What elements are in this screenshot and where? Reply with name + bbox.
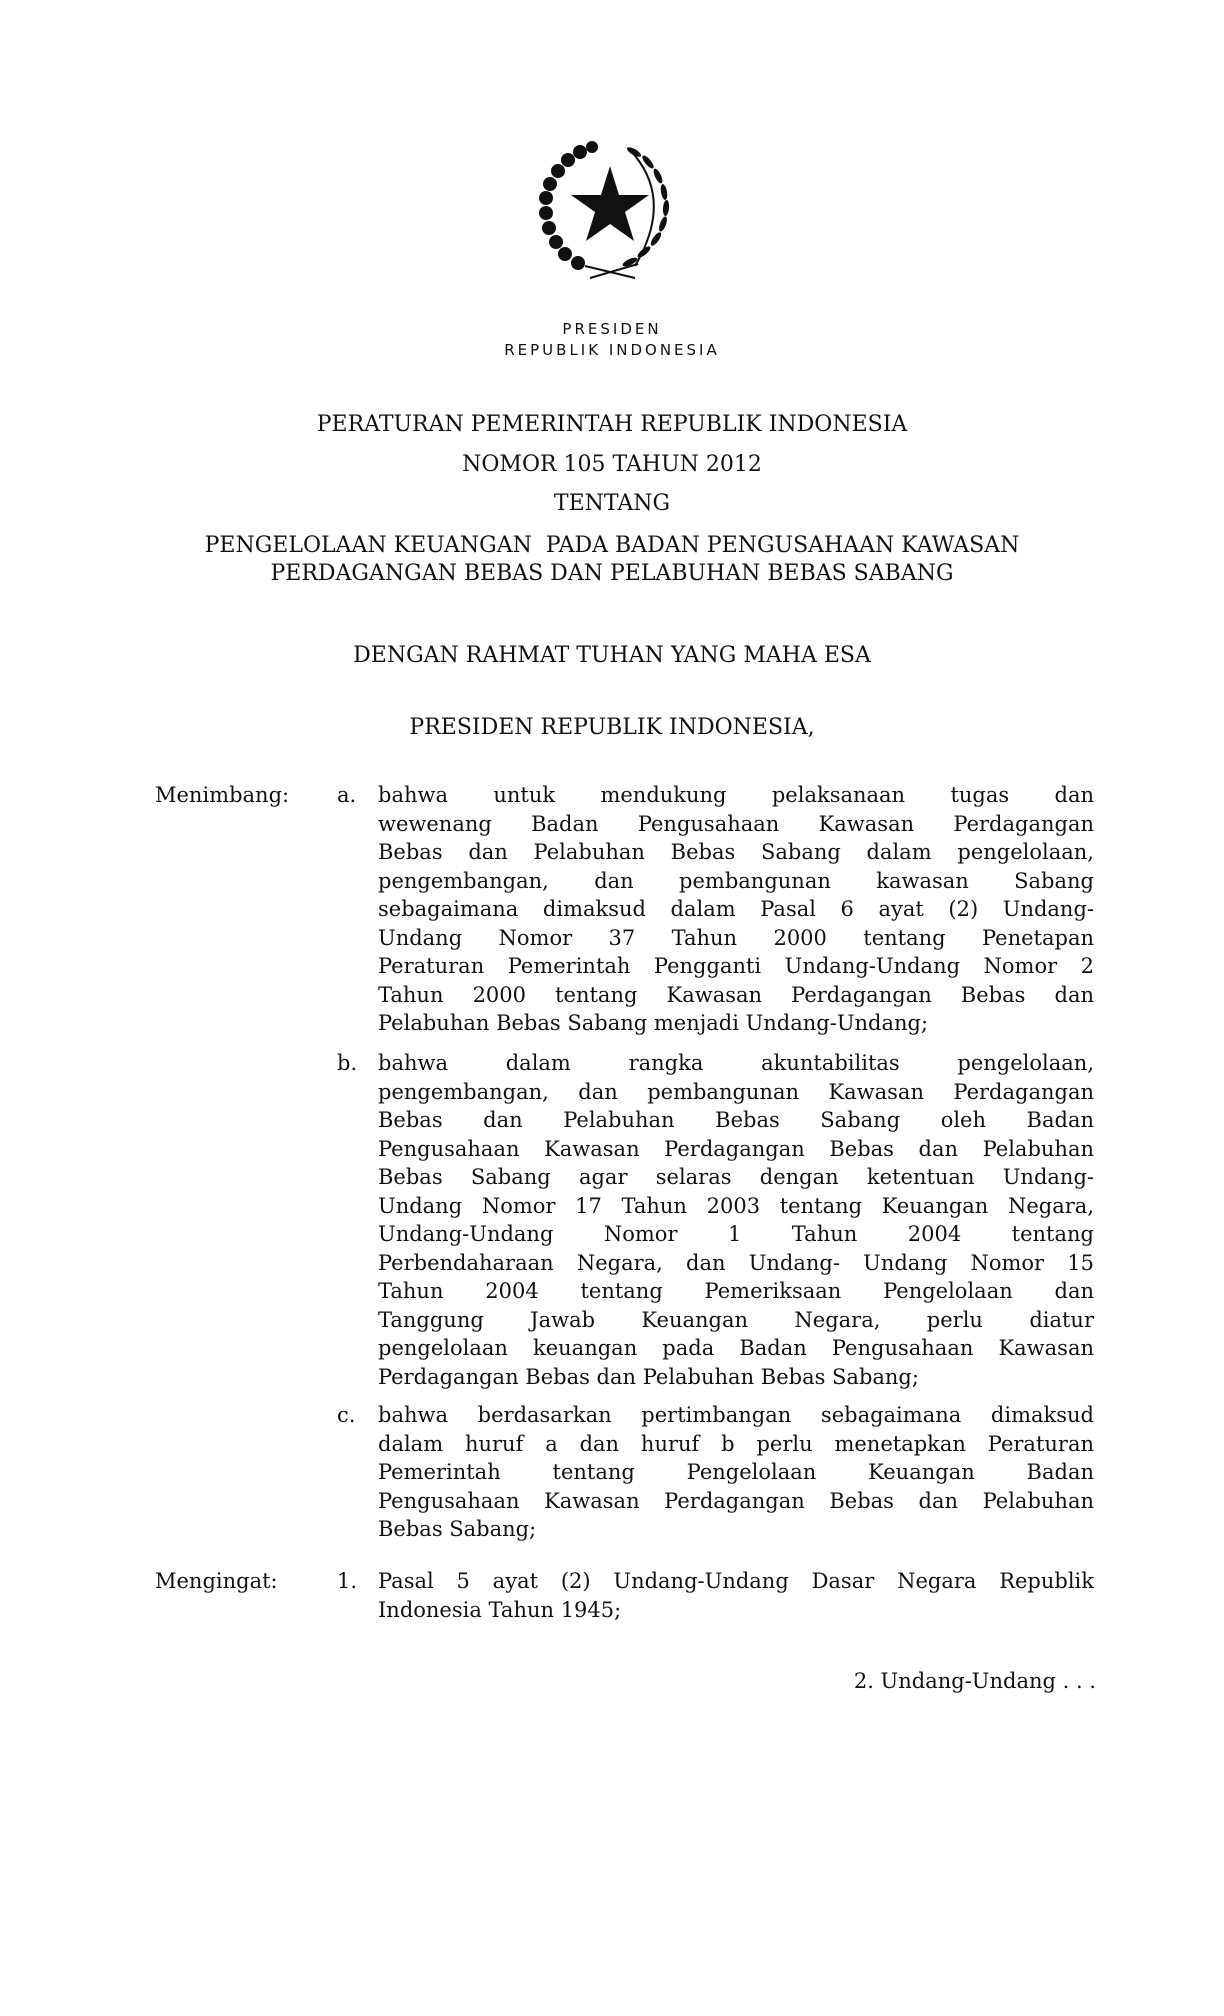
paragraph-line: bahwa berdasarkan pertimbangan sebagaimana dimaksud — [378, 1403, 1094, 1427]
paragraph-line: Bebas Sabang; — [378, 1517, 537, 1541]
paragraph-line: Tahun 2004 tentang Pemeriksaan Pengelolaan dan — [378, 1279, 1094, 1303]
paragraph-line: Tanggung Jawab Keuangan Negara, perlu diatur — [378, 1307, 1094, 1332]
paragraph-line: pengelolaan keuangan pada Badan Pengusahaan Kawasan — [378, 1336, 1094, 1360]
document-subject-line2: PERDAGANGAN BEBAS DAN PELABUHAN BEBAS SABANG — [270, 561, 954, 586]
item-marker: b. — [337, 1051, 358, 1075]
paragraph-line: Pengusahaan Kawasan Perdagangan Bebas dan Pelabuhan — [378, 1488, 1094, 1513]
paragraph-line: pengembangan, dan pembangunan Kawasan Perdagangan — [378, 1079, 1094, 1104]
paragraph-line: Undang Nomor 17 Tahun 2003 tentang Keuangan Negara, — [378, 1193, 1094, 1218]
paragraph-line: Perbendaharaan Negara, dan Undang- Undang Nomor 15 — [378, 1250, 1094, 1275]
paragraph-line: bahwa dalam rangka akuntabilitas pengelolaan, — [378, 1051, 1094, 1075]
paragraph-line: Peraturan Pemerintah Pengganti Undang-Undang Nomor 2 — [378, 954, 1094, 978]
paragraph-line: Bebas Sabang agar selaras dengan ketentuan Undang- — [378, 1165, 1094, 1189]
paragraph-line: Pemerintah tentang Pengelolaan Keuangan Badan — [378, 1460, 1094, 1484]
paragraph-line: bahwa untuk mendukung pelaksanaan tugas dan — [378, 783, 1094, 807]
paragraph-line: Pelabuhan Bebas Sabang menjadi Undang-Undang; — [378, 1011, 929, 1035]
item-marker: 1. — [337, 1569, 358, 1593]
paragraph-line: Undang-Undang Nomor 1 Tahun 2004 tentang — [378, 1222, 1094, 1246]
paragraph-line: pengembangan, dan pembangunan kawasan Sabang — [378, 868, 1094, 893]
paragraph-line: Undang Nomor 37 Tahun 2000 tentang Penetapan — [378, 925, 1094, 950]
item-marker: c. — [337, 1403, 356, 1427]
paragraph-line: Bebas dan Pelabuhan Bebas Sabang oleh Badan — [378, 1108, 1094, 1132]
paragraph-line: wewenang Badan Pengusahaan Kawasan Perdagangan — [378, 811, 1094, 836]
paragraph-line: Pasal 5 ayat (2) Undang-Undang Dasar Negara Republik — [378, 1569, 1094, 1593]
presidential-seal-icon — [530, 138, 690, 288]
paragraph-line: Perdagangan Bebas dan Pelabuhan Bebas Sabang; — [378, 1364, 919, 1389]
document-about: TENTANG — [553, 491, 671, 516]
paragraph-line: Indonesia Tahun 1945; — [378, 1597, 622, 1622]
paragraph-line: Bebas dan Pelabuhan Bebas Sabang dalam pengelolaan, — [378, 840, 1094, 864]
president-heading: PRESIDEN REPUBLIK INDONESIA, — [409, 715, 815, 740]
paragraph-line: Tahun 2000 tentang Kawasan Perdagangan Bebas dan — [378, 982, 1094, 1007]
mengingat-label: Mengingat: — [155, 1569, 278, 1593]
document-title: PERATURAN PEMERINTAH REPUBLIK INDONESIA — [316, 412, 908, 437]
paragraph-line: dalam huruf a dan huruf b perlu menetapkan Peraturan — [378, 1431, 1094, 1456]
seal-caption-president: PRESIDEN — [562, 320, 662, 338]
paragraph-line: sebagaimana dimaksud dalam Pasal 6 ayat (2) Undang- — [378, 897, 1094, 921]
document-number: NOMOR 105 TAHUN 2012 — [462, 452, 762, 477]
menimbang-label: Menimbang: — [155, 783, 290, 807]
grace-statement: DENGAN RAHMAT TUHAN YANG MAHA ESA — [353, 643, 871, 668]
item-marker: a. — [337, 783, 357, 807]
continuation-note: 2. Undang-Undang . . . — [853, 1669, 1096, 1693]
paragraph-line: Pengusahaan Kawasan Perdagangan Bebas dan Pelabuhan — [378, 1136, 1094, 1161]
seal-caption-republic: REPUBLIK INDONESIA — [504, 341, 720, 359]
document-subject-line1: PENGELOLAAN KEUANGAN PADA BADAN PENGUSAHAAN KAWASAN — [204, 533, 1020, 558]
